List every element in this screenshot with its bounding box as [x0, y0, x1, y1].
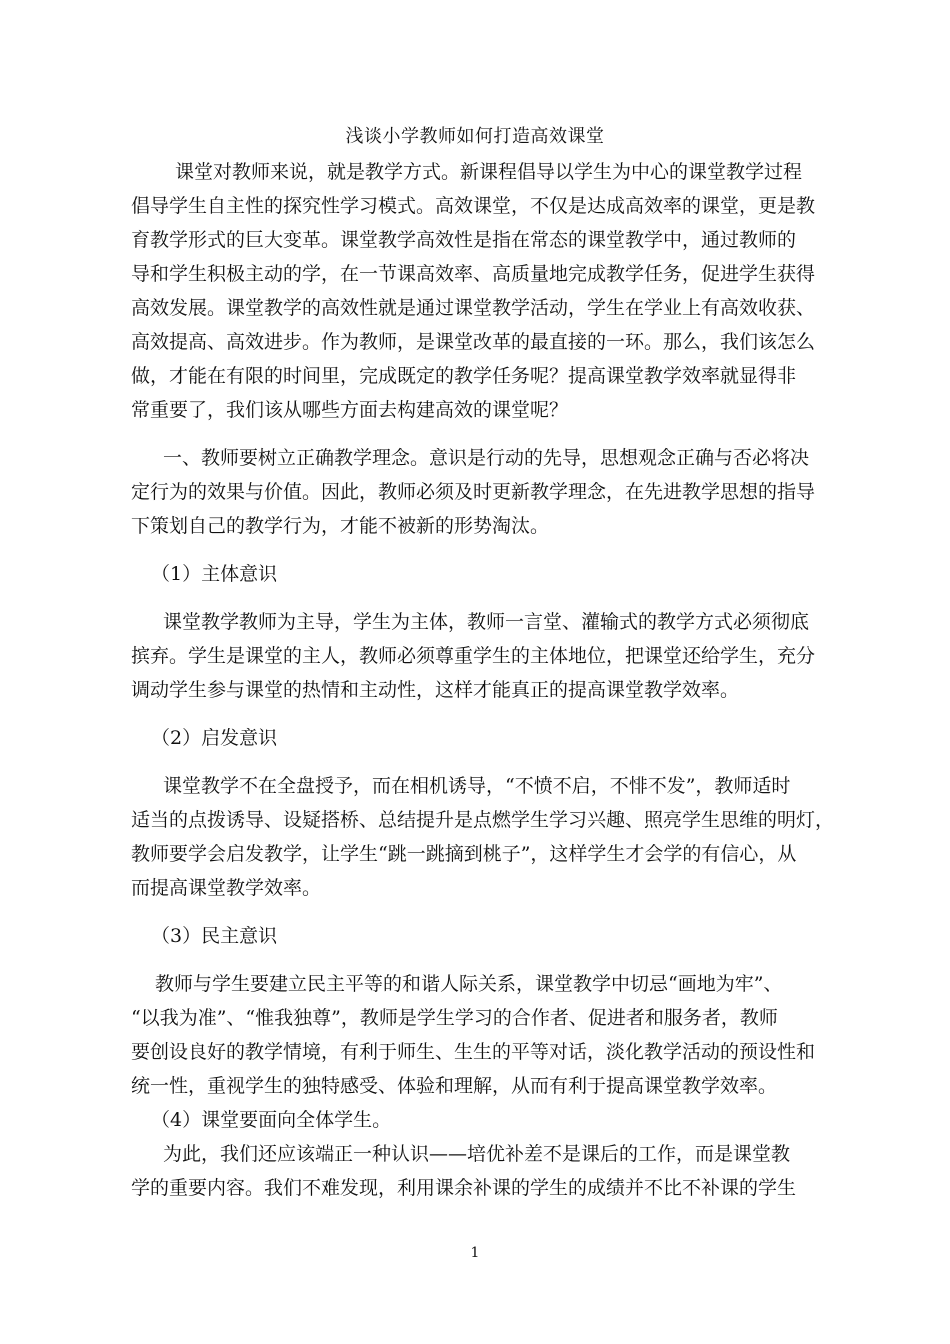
body-line-20: 而提高课堂教学效率。 — [131, 877, 322, 899]
body-line-2: 倡导学生自主性的探究性学习模式。高效课堂，不仅是达成高效率的课堂，更是教 — [131, 195, 816, 217]
section-heading-1: （1）主体意识 — [151, 563, 278, 585]
body-line-3: 育教学形式的巨大变革。课堂教学高效性是指在常态的课堂教学中，通过教师的 — [131, 229, 797, 251]
body-line-7: 做，才能在有限的时间里，完成既定的教学任务呢？提高课堂教学效率就显得非 — [131, 365, 797, 387]
page-number: 1 — [470, 1245, 480, 1261]
body-line-6: 高效提高、高效进步。作为教师，是课堂改革的最直接的一环。那么，我们该怎么 — [131, 331, 816, 353]
body-line-23: “以我为准”、“惟我独尊”，教师是学生学习的合作者、促进者和服务者，教师 — [131, 1007, 778, 1029]
body-line-8: 常重要了，我们该从哪些方面去构建高效的课堂呢？ — [131, 399, 569, 421]
body-line-19: 教师要学会启发教学，让学生“跳一跳摘到桃子”，这样学生才会学的有信心，从 — [131, 843, 797, 865]
body-line-22: 教师与学生要建立民主平等的和谐人际关系，课堂教学中切忌“画地为牢”、 — [155, 973, 783, 995]
body-line-18: 适当的点拨诱导、设疑搭桥、总结提升是点燃学生学习兴趣、照亮学生思维的明灯， — [131, 809, 835, 831]
body-line-27: 为此，我们还应该端正一种认识——培优补差不是课后的工作，而是课堂教 — [163, 1143, 791, 1165]
body-line-4: 导和学生积极主动的学，在一节课高效率、高质量地完成教学任务，促进学生获得 — [131, 263, 816, 285]
section-heading-2: （2）启发意识 — [151, 727, 278, 749]
body-line-9: 一、教师要树立正确教学理念。意识是行动的先导，思想观念正确与否必将决 — [163, 447, 810, 469]
section-heading-3: （3）民主意识 — [151, 925, 278, 947]
body-line-1: 课堂对教师来说，就是教学方式。新课程倡导以学生为中心的课堂教学过程 — [175, 161, 803, 183]
body-line-11: 下策划自己的教学行为，才能不被新的形势淘汰。 — [131, 515, 550, 537]
body-line-10: 定行为的效果与价值。因此，教师必须及时更新教学理念，在先进教学思想的指导 — [131, 481, 816, 503]
body-line-25: 统一性，重视学生的独特感受、体验和理解，从而有利于提高课堂教学效率。 — [131, 1075, 778, 1097]
section-heading-4: （4）课堂要面向全体学生。 — [151, 1109, 392, 1131]
body-line-24: 要创设良好的教学情境，有利于师生、生生的平等对话，淡化教学活动的预设性和 — [131, 1041, 816, 1063]
body-line-13: 课堂教学教师为主导，学生为主体，教师一言堂、灌输式的教学方式必须彻底 — [163, 611, 810, 633]
body-line-15: 调动学生参与课堂的热情和主动性，这样才能真正的提高课堂教学效率。 — [131, 679, 740, 701]
body-line-17: 课堂教学不在全盘授予，而在相机诱导，“不愤不启，不悱不发”，教师适时 — [163, 775, 791, 797]
body-line-5: 高效发展。课堂教学的高效性就是通过课堂教学活动，学生在学业上有高效收获、 — [131, 297, 816, 319]
body-line-14: 摈弃。学生是课堂的主人，教师必须尊重学生的主体地位，把课堂还给学生，充分 — [131, 645, 816, 667]
body-line-28: 学的重要内容。我们不难发现，利用课余补课的学生的成绩并不比不补课的学生 — [131, 1177, 797, 1199]
document-title: 浅谈小学教师如何打造高效课堂 — [345, 126, 605, 147]
